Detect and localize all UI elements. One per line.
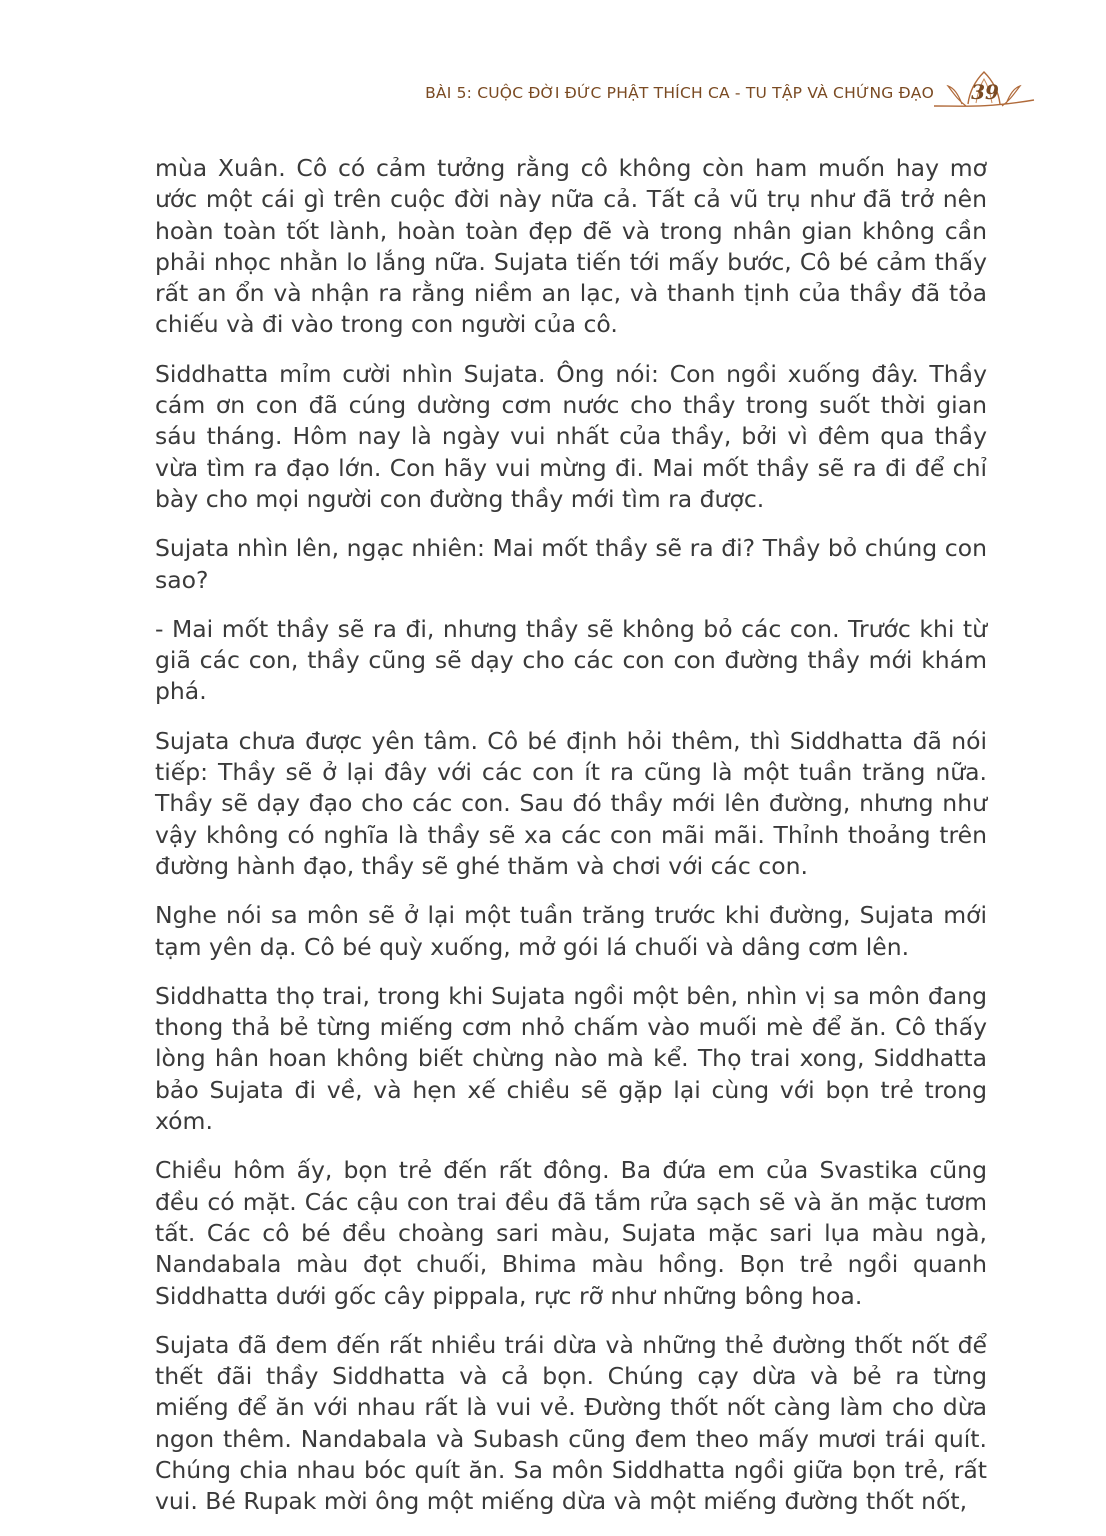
paragraph: Sujata chưa được yên tâm. Cô bé định hỏi thêm, thì Siddhatta đã nói tiếp: Thầy sẽ ở lại đây với các con ít ra cũng là một tuần trăng nữa. Thầy sẽ dạy đạo cho các con. Sau đó thầy mới lên đường, nhưng như vậy không có nghĩa là thầy sẽ xa các con mãi mãi. Thỉnh thoảng trên đường hành đạo, thầy sẽ ghé thăm và chơi với các con.	[155, 726, 987, 880]
chapter-title: BÀI 5: CUỘC ĐỜI ĐỨC PHẬT THÍCH CA - TU TẬP VÀ CHỨNG ĐẠO	[425, 84, 934, 102]
paragraph: Chiều hôm ấy, bọn trẻ đến rất đông. Ba đứa em của Svastika cũng đều có mặt. Các cậu con trai đều đã tắm rửa sạch sẽ và ăn mặc tươm tất. Các cô bé đều choàng sari màu, Sujata mặc sari lụa màu ngà, Nandabala màu đọt chuối, Bhima màu hồng. Bọn trẻ ngồi quanh Siddhatta dưới gốc cây pippala, rực rỡ như những bông hoa.	[155, 1156, 987, 1310]
page-number: 39	[971, 80, 999, 104]
paragraph: Siddhatta thọ trai, trong khi Sujata ngồi một bên, nhìn vị sa môn đang thong thả bẻ từng miếng cơm nhỏ chấm vào muối mè để ăn. Cô thấy lòng hân hoan không biết chừng nào mà kể. Thọ trai xong, Siddhatta bảo Sujata đi về, và hẹn xế chiều sẽ gặp lại cùng với bọn trẻ trong xóm.	[155, 981, 987, 1136]
running-header	[0, 70, 1106, 120]
paragraph: Sujata nhìn lên, ngạc nhiên: Mai mốt thầy sẽ ra đi? Thầy bỏ chúng con sao?	[155, 534, 987, 594]
paragraph: Sujata đã đem đến rất nhiều trái dừa và những thẻ đường thốt nốt để thết đãi thầy Siddhatta và cả bọn. Chúng cạy dừa và bẻ ra từng miếng để ăn với nhau rất là vui vẻ. Đường thốt nốt càng làm cho dừa ngon thêm. Nandabala và Subash cũng đem theo mấy mươi trái quít. Chúng chia nhau bóc quít ăn. Sa môn Siddhatta ngồi giữa bọn trẻ, rất vui. Bé Rupak mời ông một miếng dừa và một miếng đường thốt nốt,	[155, 1330, 987, 1516]
paragraph: Siddhatta mỉm cười nhìn Sujata. Ông nói: Con ngồi xuống đây. Thầy cám ơn con đã cúng dường cơm nước cho thầy trong suốt thời gian sáu tháng. Hôm nay là ngày vui nhất của thầy, bởi vì đêm qua thầy vừa tìm ra đạo lớn. Con hãy vui mừng đi. Mai mốt thầy sẽ ra đi để chỉ bày cho mọi người con đường thầy mới tìm ra được.	[155, 359, 987, 513]
paragraph: Nghe nói sa môn sẽ ở lại một tuần trăng trước khi đường, Sujata mới tạm yên dạ. Cô bé quỳ xuống, mở gói lá chuối và dâng cơm lên.	[155, 901, 987, 961]
paragraph: - Mai mốt thầy sẽ ra đi, nhưng thầy sẽ không bỏ các con. Trước khi từ giã các con, thầy cũng sẽ dạy cho các con con đường thầy mới khám phá.	[155, 614, 987, 706]
paragraph: mùa Xuân. Cô có cảm tưởng rằng cô không còn ham muốn hay mơ ước một cái gì trên cuộc đời này nữa cả. Tất cả vũ trụ như đã trở nên hoàn toàn tốt lành, hoàn toàn đẹp đẽ và trong nhân gian không cần phải nhọc nhằn lo lắng nữa. Sujata tiến tới mấy bước, Cô bé cảm thấy rất an ổn và nhận ra rằng niềm an lạc, và thanh tịnh của thầy đã tỏa chiếu và đi vào trong con người của cô.	[155, 154, 987, 339]
body-text	[155, 153, 987, 1536]
